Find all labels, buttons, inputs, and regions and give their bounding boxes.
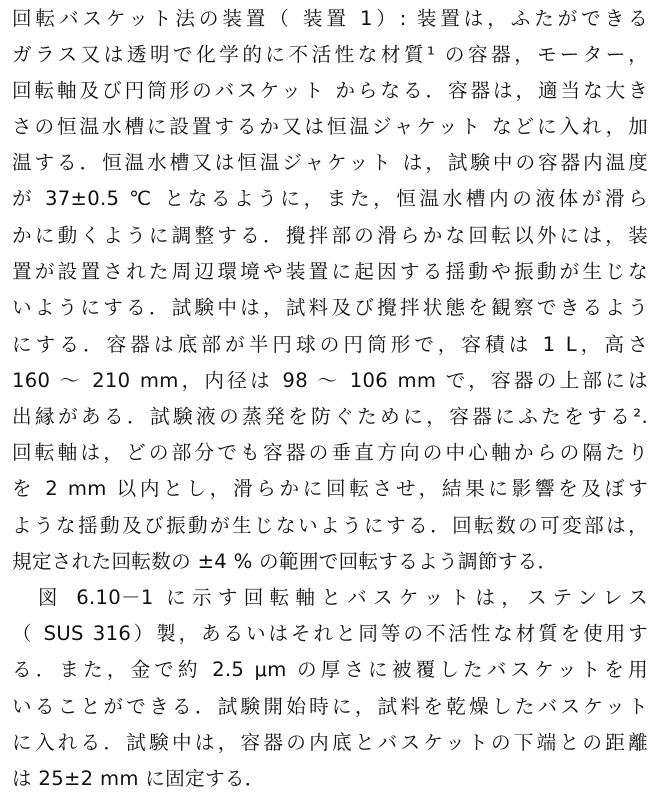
text-line-15: ような揺動及び振動が生じないようにする．回転数の可変部は， [12,514,648,537]
text-line-3: 回転軸及び円筒形のバスケット からなる．容器は，適当な大き [12,79,648,102]
text-line-19: る．また，金で約 2.5 μm の厚さに被覆したバスケットを用 [12,658,648,681]
text-line-1: 回転バスケット法の装置（ 装置 1）: 装置は，ふたができる [12,7,648,30]
text-line-11: 160 ～ 210 mm，内径は 98 ～ 106 mm で，容器の上部には [12,369,648,392]
text-line-12: 出縁がある．試験液の蒸発を防ぐために，容器にふたをする². [12,405,648,428]
text-line-13: 回転軸は，どの部分でも容器の垂直方向の中心軸からの隔たり [12,441,648,464]
text-line-5: 温する．恒温水槽又は恒温ジャケット は，試験中の容器内温度 [12,151,648,174]
text-line-21: に入れる．試験中は，容器の内底とバスケットの下端との距離 [12,731,648,754]
text-line-7: かに動くように調整する．攪拌部の滑らかな回転以外には，装 [12,224,648,247]
text-line-10: にする．容器は底部が半円球の円筒形で，容積は 1 L，高さ [12,333,648,356]
text-line-9: いようにする．試験中は，試料及び攪拌状態を観察できるよう [12,296,648,319]
text-line-8: 置が設置された周辺環境や装置に起因する揺動や振動が生じな [12,260,648,283]
text-line-16: 規定された回転数の ±4 % の範囲で回転するよう調節する． [12,550,558,573]
text-line-14: を 2 mm 以内とし，滑らかに回転させ，結果に影響を及ぼす [12,477,648,500]
text-line-20: いることができる．試験開始時に，試料を乾燥したバスケット [12,695,648,718]
text-line-2: ガラス又は透明で化学的に不活性な材質¹ の容器，モーター， [12,43,648,66]
text-line-18: （ SUS 316）製，あるいはそれと同等の不活性な材質を使用す [12,622,648,645]
text-line-17: 図 6.10－1 に示す回転軸とバスケットは，ステンレス [12,586,648,609]
text-line-6: が 37±0.5 ℃ となるように，また，恒温水槽内の液体が滑ら [12,187,648,210]
text-line-4: さの恒温水槽に設置するか又は恒温ジャケット などに入れ，加 [12,115,648,138]
text-line-22: は 25±2 mm に固定する． [12,767,265,790]
